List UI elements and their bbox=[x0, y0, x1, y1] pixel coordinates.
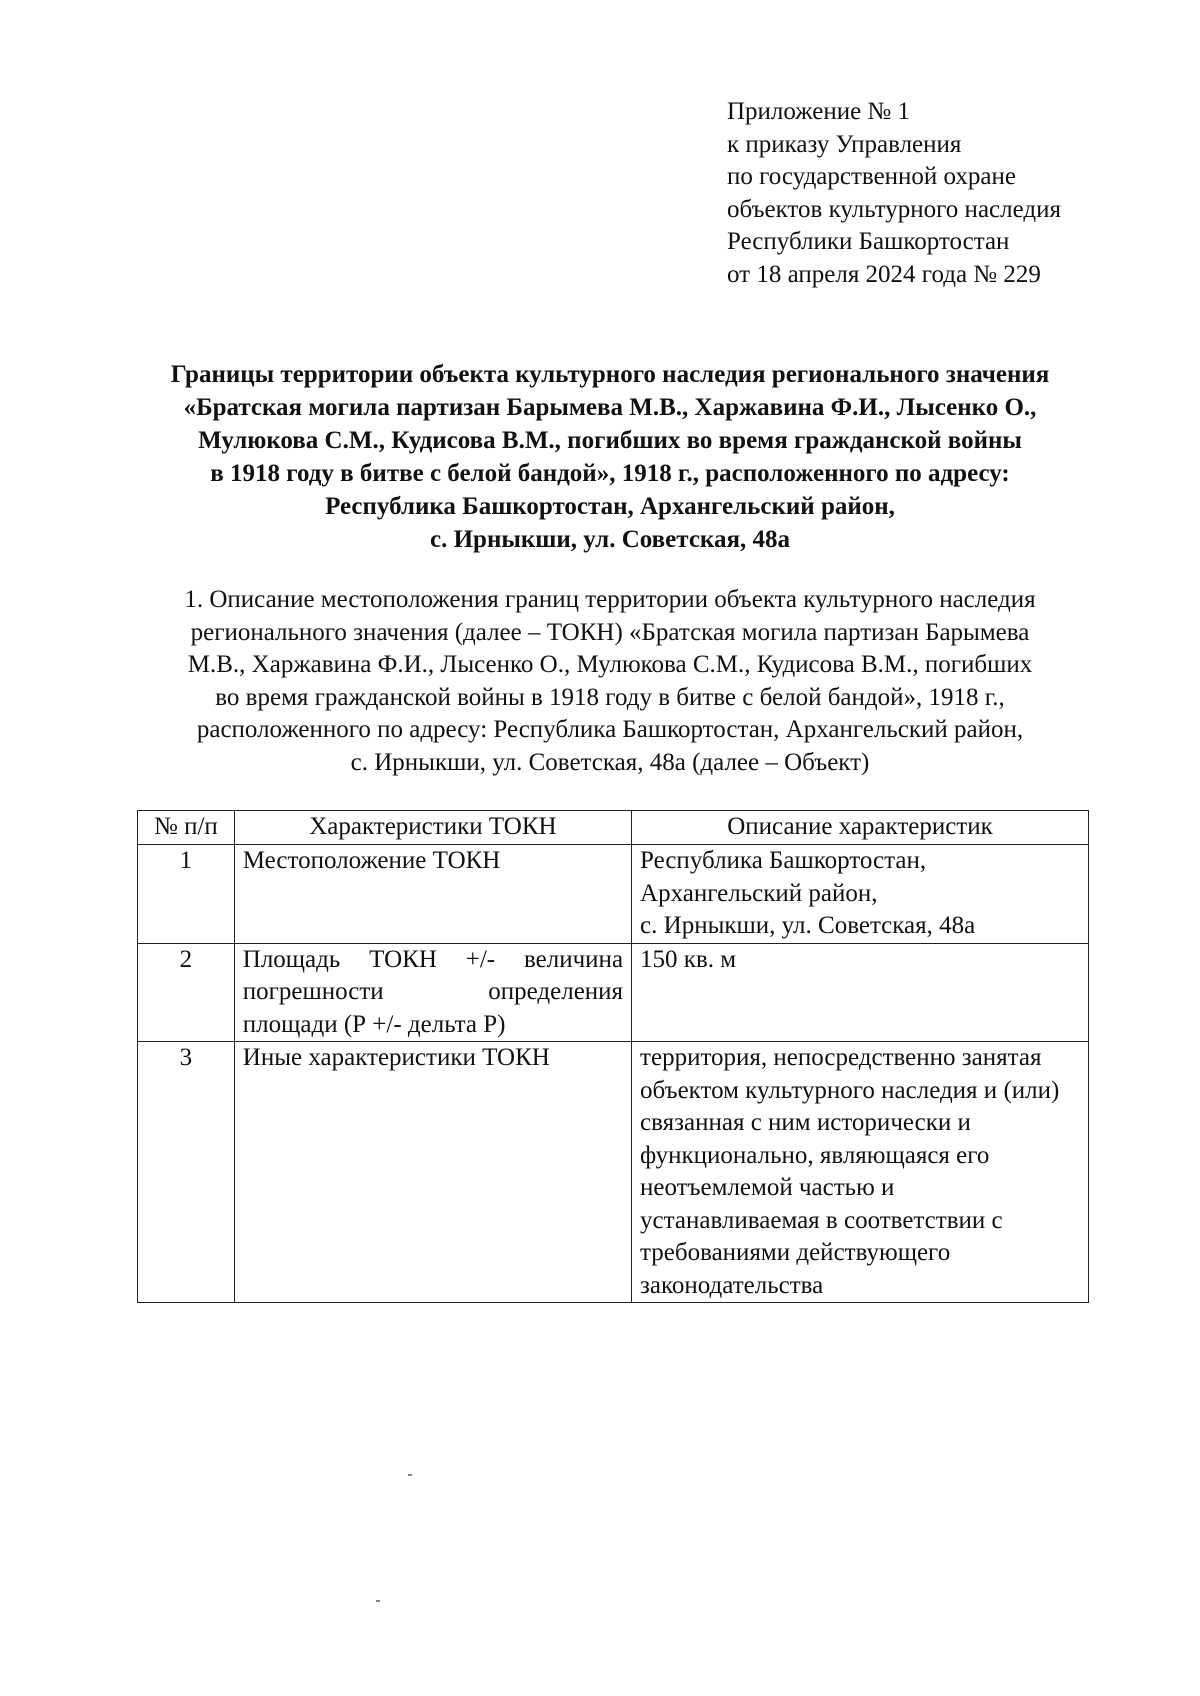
title-line: Республика Башкортостан, Архангельский район, bbox=[325, 493, 895, 520]
description-line: с. Ирныкши, ул. Советская, 48а (далее – Объект) bbox=[350, 748, 870, 776]
row-number: 1 bbox=[138, 845, 235, 944]
appendix-line: по государственной охране bbox=[727, 163, 1017, 190]
row-number: 3 bbox=[138, 1042, 235, 1303]
description-line: 150 кв. м bbox=[640, 945, 737, 973]
table-header-row bbox=[138, 811, 1089, 845]
row-characteristic: Площадь ТОКН +/- величина погрешности определения площади (Р +/- дельта Р) bbox=[234, 943, 631, 1042]
description-line: М.В., Харжавина Ф.И., Лысенко О., Мулюкова С.М., Кудисова В.М., погибших bbox=[187, 651, 1033, 678]
description-line: расположенного по адресу: Республика Башкортостан, Архангельский район, bbox=[196, 716, 1024, 743]
description-line: Архангельский район, bbox=[640, 879, 878, 907]
title-line: Границы территории объекта культурного наследия регионального значения bbox=[170, 361, 1050, 388]
column-header-description: Описание характеристик bbox=[632, 811, 1089, 845]
column-header-characteristic: Характеристики ТОКН bbox=[234, 811, 631, 845]
description-line: связанная с ним исторически и bbox=[640, 1109, 971, 1136]
column-header-number: № п/п bbox=[138, 811, 235, 845]
row-description bbox=[632, 1042, 1089, 1303]
description-line: устанавливаемая в соответствии с bbox=[640, 1206, 1003, 1234]
scan-speck bbox=[376, 1600, 380, 1602]
appendix-line: Приложение № 1 bbox=[727, 98, 911, 125]
table-row bbox=[138, 943, 1089, 1042]
description-line: неотъемлемой частью и bbox=[640, 1174, 895, 1201]
row-characteristic: Местоположение ТОКН bbox=[234, 845, 631, 944]
characteristics-table bbox=[137, 810, 1089, 1303]
description-line: законодательства bbox=[640, 1271, 824, 1299]
appendix-line: к приказу Управления bbox=[727, 130, 962, 158]
description-line: с. Ирныкши, ул. Советская, 48а bbox=[640, 912, 976, 939]
title-line: Мулюкова С.М., Кудисова В.М., погибших во время гражданской войны bbox=[198, 427, 1022, 454]
description-line: 1. Описание местоположения границ территории объекта культурного наследия bbox=[184, 586, 1036, 613]
row-description bbox=[632, 845, 1089, 944]
row-number: 2 bbox=[138, 943, 235, 1042]
description-line: требованиями действующего bbox=[640, 1239, 951, 1266]
row-description bbox=[632, 943, 1089, 1042]
description-line: регионального значения (далее – ТОКН) «Братская могила партизан Барымева bbox=[190, 618, 1030, 646]
appendix-header bbox=[727, 96, 1061, 291]
description-line: во время гражданской войны в 1918 году в битве с белой бандой», 1918 г., bbox=[215, 683, 1005, 711]
description-line: функционально, являющаяся его bbox=[640, 1141, 990, 1169]
location-description bbox=[120, 584, 1100, 779]
table-row bbox=[138, 845, 1089, 944]
appendix-line: объектов культурного наследия bbox=[727, 195, 1061, 223]
appendix-line: от 18 апреля 2024 года № 229 bbox=[727, 260, 1041, 288]
description-line: объектом культурного наследия и (или) bbox=[640, 1076, 1060, 1104]
appendix-line: Республики Башкортостан bbox=[727, 228, 1010, 255]
document-title bbox=[120, 358, 1100, 556]
title-line: с. Ирныкши, ул. Советская, 48а bbox=[430, 526, 790, 553]
scan-speck bbox=[408, 1474, 412, 1476]
table-row bbox=[138, 1042, 1089, 1303]
description-line: Республика Башкортостан, bbox=[640, 847, 927, 874]
description-line: территория, непосредственно занятая bbox=[640, 1044, 1042, 1071]
title-line: «Братская могила партизан Барымева М.В., Харжавина Ф.И., Лысенко О., bbox=[183, 394, 1037, 421]
row-characteristic: Иные характеристики ТОКН bbox=[234, 1042, 631, 1303]
title-line: в 1918 году в битве с белой бандой», 1918 г., расположенного по адресу: bbox=[210, 460, 1010, 487]
